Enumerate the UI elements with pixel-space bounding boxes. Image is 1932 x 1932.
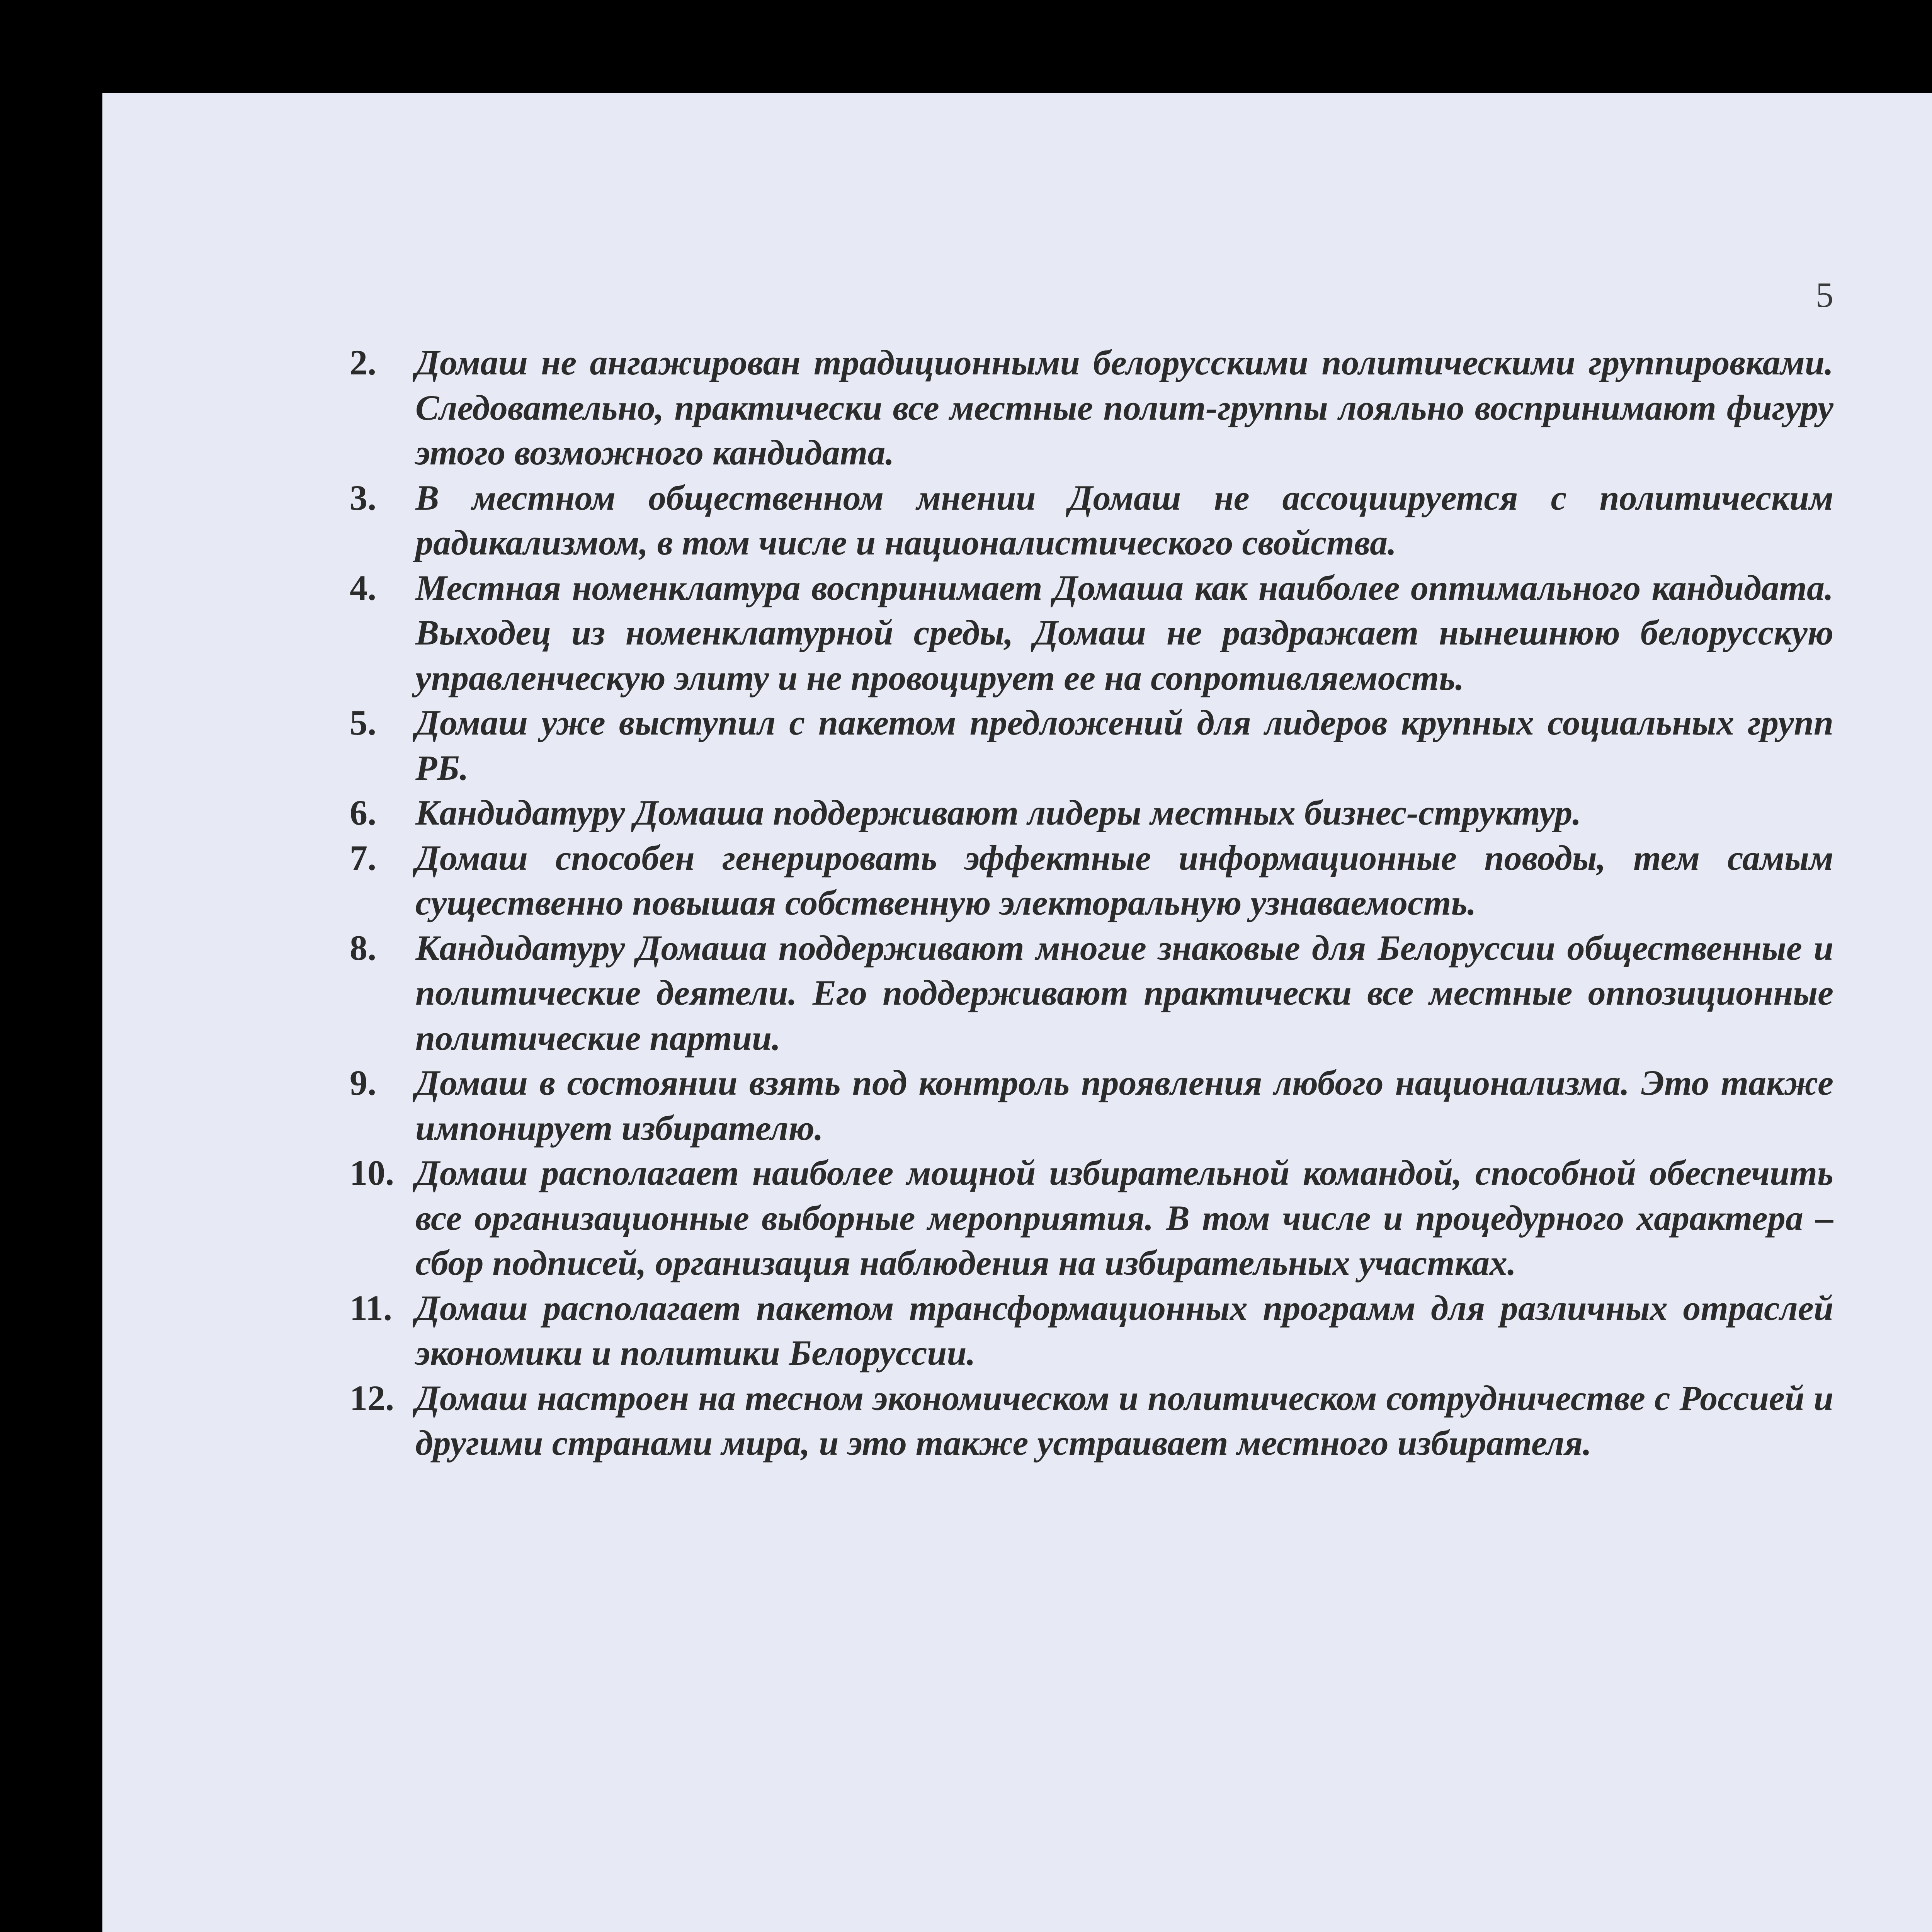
list-item [350,1376,1833,1466]
list-item-number: 6. [350,793,376,832]
list-item-text: В местном общественном мнении Домаш не ассоциируется с политическим радикализмом, в том числе и националистического свойства. [415,478,1833,562]
list-item [350,835,1833,925]
list-item-text: Домаш в состоянии взять под контроль проявления любого национализма. Это также импонирует избирателю. [415,1063,1833,1148]
list-item-text: Домаш не ангажирован традиционными белорусскими политическими группировками. Следовательно, практически все местные полит-группы лояльно воспринимают фигуру этого возможного кандидата. [415,343,1833,472]
list-item-number: 11. [350,1288,392,1328]
list-item [350,475,1833,565]
list-item-number: 9. [350,1063,376,1102]
list-item [350,700,1833,790]
list-item-number: 3. [350,478,376,517]
list-item-number: 4. [350,568,376,607]
list-item [350,925,1833,1061]
list-item-text: Домаш способен генерировать эффектные информационные поводы, тем самым существенно повышая собственную электоральную узнаваемость. [415,838,1833,922]
document-page [102,93,1932,1932]
list-item-number: 10. [350,1153,394,1192]
list-item-text: Домаш располагает пакетом трансформационных программ для различных отраслей экономики и политики Белоруссии. [415,1288,1833,1372]
page-number: 5 [1816,275,1833,315]
list-item-text: Кандидатуру Домаша поддерживают многие знаковые для Белоруссии общественные и политические деятели. Его поддерживают практически все местные оппозиционные политические партии. [415,928,1833,1058]
list-item [350,1150,1833,1286]
list-item-number: 7. [350,838,376,878]
list-item [350,340,1833,475]
list-item [350,1060,1833,1150]
list-item [350,790,1833,835]
list-item-number: 5. [350,703,376,742]
list-item-number: 12. [350,1378,394,1418]
numbered-list [350,340,1833,1466]
list-item-number: 2. [350,343,376,382]
list-item-text: Домаш уже выступил с пакетом предложений для лидеров крупных социальных групп РБ. [415,703,1833,787]
list-item-text: Домаш настроен на тесном экономическом и политическом сотрудничестве с Россией и другими странами мира, и это также устраивает местного избирателя. [415,1378,1833,1463]
list-item-number: 8. [350,928,376,968]
list-item [350,1286,1833,1376]
list-item-text: Местная номенклатура воспринимает Домаша как наиболее оптимального кандидата. Выходец из номенклатурной среды, Домаш не раздражает нынешнюю белорусскую управленческую элиту и не провоцирует ее на сопротивляемость. [415,568,1833,697]
list-item-text: Кандидатуру Домаша поддерживают лидеры местных бизнес-структур. [415,793,1582,832]
list-item-text: Домаш располагает наиболее мощной избирательной командой, способной обеспечить все организационные выборные мероприятия. В том числе и процедурного характера – сбор подписей, организация наблюдения на избирательных участках. [415,1153,1833,1282]
list-item [350,565,1833,701]
